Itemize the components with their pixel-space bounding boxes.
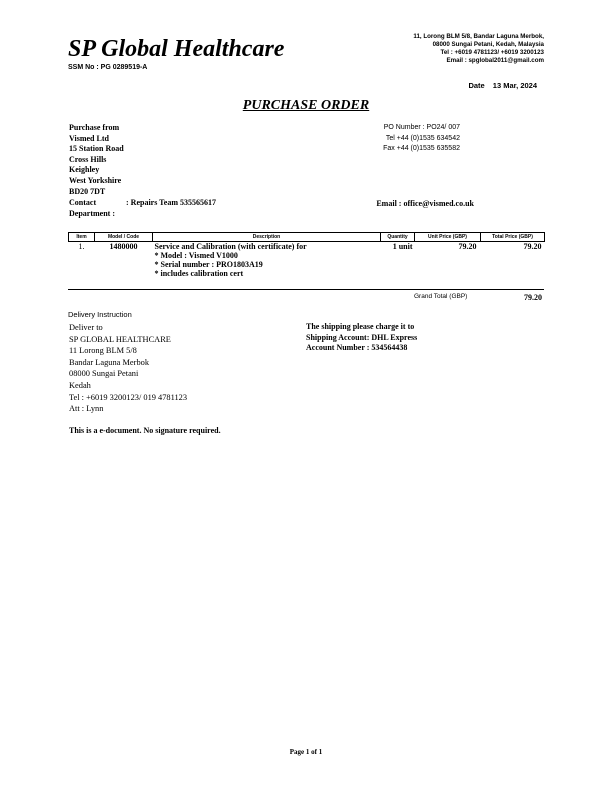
delivery-title: Delivery Instruction (68, 310, 132, 319)
supplier-line: Vismed Ltd (69, 133, 109, 143)
delivery-block (69, 322, 187, 415)
page-number: Page 1 of 1 (289, 748, 323, 756)
header-item: Item (69, 233, 95, 242)
grand-total-label: Grand Total (GBP) (414, 293, 468, 300)
po-number: PO Number : PO24/ 007 (383, 124, 460, 131)
delivery-line: Kedah (69, 380, 91, 390)
address-line: Tel : +6019 4781123/ +6019 3200123 (440, 49, 544, 56)
supplier-line: Cross Hills (69, 154, 107, 164)
supplier-line: BD20 7DT (69, 186, 106, 196)
shipping-line: Account Number : 534564438 (306, 343, 408, 353)
cell-quantity: 1 unit (392, 242, 413, 251)
contact-row (69, 198, 216, 207)
shipping-line: Shipping Account: DHL Express (306, 332, 418, 342)
supplier-line: 15 Station Road (69, 144, 124, 154)
shipping-block (306, 322, 417, 354)
total-divider (68, 289, 544, 290)
ssm-number: SSM No : PG 0289519-A (68, 64, 148, 71)
supplier-block (69, 123, 124, 197)
department-label: Department : (69, 209, 115, 218)
delivery-line: 08000 Sungai Petani (69, 369, 139, 379)
delivery-line: Tel : +6019 3200123/ 019 4781123 (69, 392, 188, 402)
address-line: 11, Lorong BLM 5/8, Bandar Laguna Merbok, (413, 33, 544, 40)
header-unit-price: Unit Price (GBP) (415, 233, 481, 242)
cell-unit-price: 79.20 (458, 242, 477, 251)
company-name: SP Global Healthcare (68, 36, 285, 62)
supplier-fax: Fax +44 (0)1535 635582 (383, 145, 460, 153)
po-meta (300, 123, 460, 155)
address-line: Email : spglobal2011@gmail.com (446, 57, 544, 64)
po-date (468, 81, 537, 90)
shipping-line: The shipping please charge it to (306, 322, 415, 331)
contact-label: Contact (69, 198, 97, 207)
cell-description (153, 242, 381, 279)
delivery-line: Bandar Laguna Merbok (69, 357, 150, 367)
items-table (68, 232, 545, 278)
table-header-row (69, 233, 545, 242)
cell-total-price: 79.20 (523, 242, 542, 251)
supplier-tel: Tel +44 (0)1535 634542 (385, 134, 460, 142)
delivery-line: 11 Lorong BLM 5/8 (69, 346, 137, 356)
header-quantity: Quantity (381, 233, 415, 242)
supplier-line: West Yorkshire (69, 175, 122, 185)
supplier-label: Purchase from (69, 123, 120, 132)
description-line: * includes calibration cert (154, 269, 244, 278)
table-row (69, 242, 545, 279)
delivery-line: SP GLOBAL HEALTHCARE (69, 334, 171, 344)
supplier-email: Email : office@vismed.co.uk (376, 199, 474, 208)
date-label: Date (468, 81, 485, 90)
address-line: 08000 Sungai Petani, Kedah, Malaysia (432, 41, 544, 48)
cell-model: 1480000 (109, 242, 138, 251)
supplier-line: Keighley (69, 165, 100, 175)
document-title: PURCHASE ORDER (242, 98, 370, 113)
date-value: 13 Mar, 2024 (492, 81, 537, 90)
e-document-note: This is a e-document. No signature required. (69, 426, 221, 435)
header-description: Description (153, 233, 381, 242)
delivery-line: Att : Lynn (69, 404, 104, 414)
header-model: Model / Code (95, 233, 153, 242)
description-line: Service and Calibration (with certificate) for (154, 242, 307, 251)
grand-total-value: 79.20 (524, 293, 542, 302)
header-total-price: Total Price (GBP) (481, 233, 545, 242)
description-line: * Model : Vismed V1000 (154, 251, 238, 260)
contact-value: : Repairs Team 535565617 (126, 198, 216, 207)
company-address (413, 33, 544, 65)
delivery-line: Deliver to (69, 323, 103, 332)
cell-item: 1. (78, 242, 85, 251)
description-line: * Serial number : PRO1803A19 (154, 260, 263, 269)
